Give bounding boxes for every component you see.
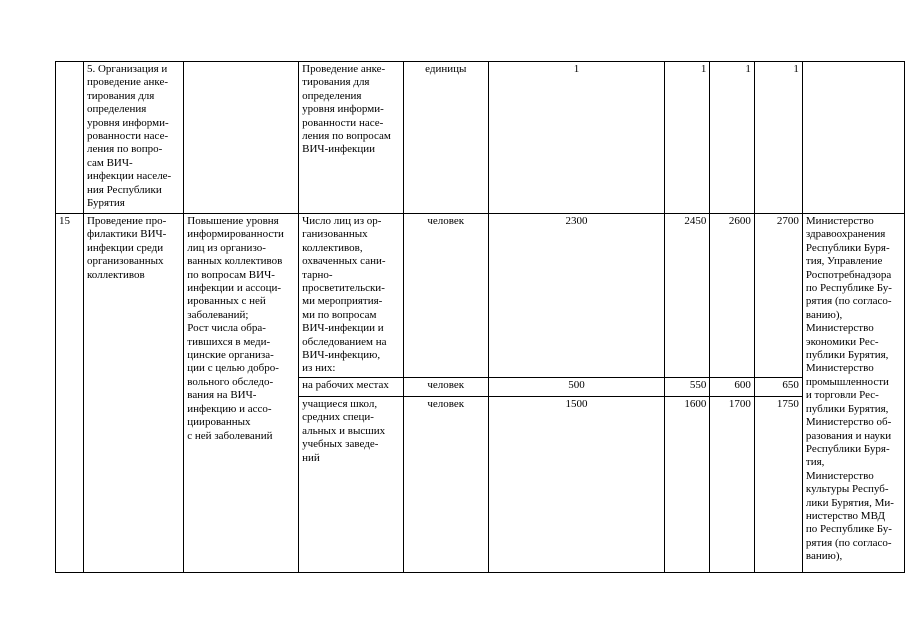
value-year-3: 1700	[710, 397, 754, 573]
value-year-2: 1	[665, 62, 710, 214]
executors-cell: Министерство здравоохранения Республики Буря- тия, Управление Роспотребнадзора по Республике Бу- рятия (по согласо- ванию), Министерство экономики Рес- публики Бурятия, Министерство промышленности и торговли Рес- публики Бурятия, Министерство об- разования и науки Республики Буря- тия, Министерство культуры Респуб- лики Бурятия, Ми- нистерство МВД по Республике Бу- рятия (по согласо- ванию),	[802, 214, 904, 573]
value-year-3: 1	[710, 62, 754, 214]
result-cell: Повышение уровня информированности лиц из организо- ванных коллективов по вопросам ВИЧ- инфекции и ассоци- ированных с ней заболеваний; Рост числа обра- тившихся в меди- цинские организа- ции с целью добро- вольного обследо- вания на ВИЧ- инфекцию и ассо- циированных с ней заболеваний	[184, 214, 299, 573]
event-cell: 5. Организация и проведение анке- тирования для определения уровня информи- рованности насе- ления по вопро- сам ВИЧ- инфекции населе- ния Республики Бурятия	[83, 62, 183, 214]
value-year-3: 600	[710, 378, 754, 397]
indicator-cell: Проведение анке- тирования для определения уровня информи- рованности насе- ления по вопросам ВИЧ-инфекции	[299, 62, 404, 214]
indicator-cell: на рабочих местах	[299, 378, 404, 397]
indicator-cell: учащиеся школ, средних специ- альных и высших учебных заведе- ний	[299, 397, 404, 573]
table-row-15	[56, 214, 905, 378]
event-cell: Проведение про- филактики ВИЧ- инфекции среди организованных коллективов	[83, 214, 183, 573]
value-year-2: 2450	[665, 214, 710, 378]
value-year-4: 1	[754, 62, 802, 214]
value-year-1: 500	[488, 378, 664, 397]
value-year-4: 1750	[754, 397, 802, 573]
value-year-1: 1500	[488, 397, 664, 573]
unit-cell: человек	[403, 214, 488, 378]
unit-cell: человек	[403, 378, 488, 397]
row-number: 15	[56, 214, 84, 573]
executors-cell	[802, 62, 904, 214]
row-number	[56, 62, 84, 214]
value-year-1: 2300	[488, 214, 664, 378]
unit-cell: единицы	[403, 62, 488, 214]
table-row-prev	[56, 62, 905, 214]
value-year-1: 1	[488, 62, 664, 214]
indicator-cell: Число лиц из ор- ганизованных коллективов, охваченных сани- тарно- просветительски- ми мероприятия- ми по вопросам ВИЧ-инфекции и обследованием на ВИЧ-инфекцию, из них:	[299, 214, 404, 378]
value-year-2: 550	[665, 378, 710, 397]
result-cell	[184, 62, 299, 214]
value-year-4: 2700	[754, 214, 802, 378]
unit-cell: человек	[403, 397, 488, 573]
program-table	[55, 61, 905, 573]
value-year-2: 1600	[665, 397, 710, 573]
value-year-3: 2600	[710, 214, 754, 378]
value-year-4: 650	[754, 378, 802, 397]
